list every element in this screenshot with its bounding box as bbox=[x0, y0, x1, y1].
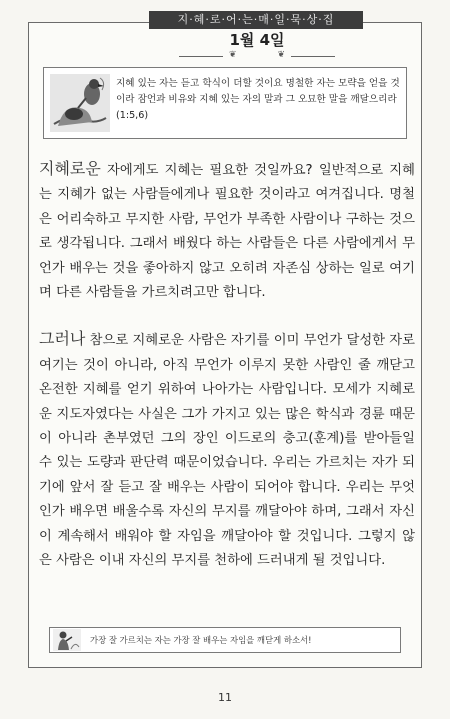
verse-box bbox=[43, 67, 407, 139]
bird-on-nest-icon bbox=[50, 74, 110, 132]
devotional-body bbox=[39, 157, 415, 574]
date-ornament: ❦ ❦ bbox=[179, 53, 335, 59]
page-number: 11 bbox=[218, 691, 232, 704]
page-frame bbox=[28, 13, 422, 668]
paragraph-1-lead: 지혜로운 bbox=[39, 159, 101, 178]
paragraph-2-lead: 그러나 bbox=[39, 329, 86, 349]
paragraph-2 bbox=[39, 327, 415, 573]
prayer-text: 가장 잘 가르치는 자는 가장 잘 배우는 자임을 깨닫게 하소서! bbox=[90, 635, 312, 645]
paragraph-2-text: 참으로 지혜로운 사람은 자기를 이미 무언가 달성한 자로 여기는 것이 아니라, 아직 무언가 이루지 못한 사람인 줄 깨닫고 온전한 지혜를 얻기 위하여 나아가는 사람입니다. 모세가 지혜로운 지도자였다는 사실은 그가 가지고 있는 많은 학식과 경륜 때문이 아니라 촌부였던 그의 장인 이드로의 충고(훈계)를 받아들일 수 있는 도량과 판단력 때문이었습니다. 우리는 가르치는 자가 되기에 앞서 잘 듣고 잘 배우는 사람이 되어야 합니다. 우리는 무엇인가 배우면 배울수록 자신의 무지를 깨달아야 하며, 그래서 자신이 계속해서 배워야 할 자임을 깨달아야 할 것입니다. 그렇지 않은 사람은 이내 자신의 무지를 천하에 드러내게 될 것입니다. bbox=[39, 333, 415, 569]
series-title: 지·혜·로·어·는·매·일·묵·상·집 bbox=[149, 11, 363, 29]
paragraph-1 bbox=[39, 157, 415, 305]
praying-figure-icon bbox=[53, 629, 81, 651]
verse-text: 지혜 있는 자는 듣고 학식이 더할 것이요 명철한 자는 모략을 얻을 것이라 잠언과 비유와 지혜 있는 자의 말과 그 오묘한 말을 깨달으리라(1:5,6) bbox=[116, 78, 400, 121]
paragraph-1-text: 자에게도 지혜는 필요한 것일까요? 일반적으로 지혜는 지혜가 없는 사람들에게나 필요한 것이라고 여겨집니다. 명철은 어리숙하고 무지한 사람, 무언가 부족한 사람이나 구하는 것으로 생각됩니다. 그래서 배웠다 하는 사람들은 다른 사람에게서 무언가 배우는 것을 좋아하지 않고 오히려 자존심 상하는 일로 여기며 다른 사람들을 가르치려고만 합니다. bbox=[39, 163, 415, 301]
prayer-box bbox=[49, 627, 401, 653]
page-date: 1월 4일 bbox=[229, 31, 285, 49]
